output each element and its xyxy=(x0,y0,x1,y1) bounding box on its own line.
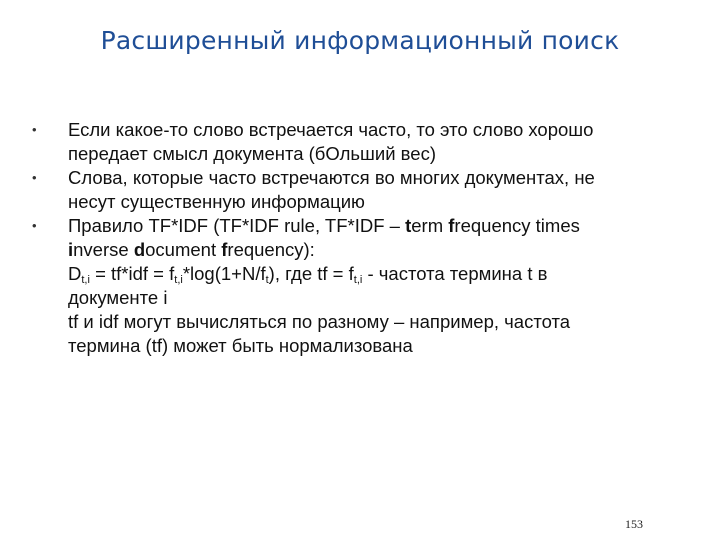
bold-letter: f xyxy=(221,239,228,260)
formula-subscript: t,i xyxy=(174,274,183,286)
text-line: термина (tf) может быть нормализована xyxy=(68,335,413,356)
text-line: tf и idf могут вычисляться по разному – например, частота xyxy=(68,311,571,332)
text-run: ocument xyxy=(145,239,222,260)
formula-run: = tf*idf = f xyxy=(89,263,175,284)
slide-title: Расширенный информационный поиск xyxy=(100,26,620,55)
text-line: Если какое-то слово встречается часто, то это слово хорошо xyxy=(68,119,594,140)
text-run: requency): xyxy=(227,239,315,260)
bullet-text xyxy=(68,166,690,214)
formula-subscript: t,i xyxy=(81,274,90,286)
bold-letter: d xyxy=(133,239,146,260)
text-run: nverse xyxy=(73,239,134,260)
bullet-text xyxy=(68,214,690,358)
text-run: Правило TF*IDF (TF*IDF rule, TF*IDF – xyxy=(68,215,406,236)
formula-run: D xyxy=(68,263,82,284)
text-line: передает смысл документа (бОльший вес) xyxy=(68,143,436,164)
bullet-marker: • xyxy=(32,218,37,233)
bullet-item xyxy=(30,118,690,166)
formula-subscript: t xyxy=(265,274,269,286)
bold-letter: i xyxy=(68,239,74,260)
text-run: requency times xyxy=(454,215,580,236)
formula-subscript: t,i xyxy=(353,274,363,286)
bullet-list xyxy=(30,118,690,358)
bullet-marker: • xyxy=(32,122,37,137)
formula-run: - частота термина t в xyxy=(362,263,548,284)
bullet-marker: • xyxy=(32,170,37,185)
formula-run: ), где tf = f xyxy=(268,263,354,284)
bullet-text xyxy=(68,118,690,166)
bullet-item xyxy=(30,166,690,214)
text-line: Слова, которые часто встречаются во многих документах, не xyxy=(68,167,595,188)
bold-letter: t xyxy=(405,215,412,236)
text-run: erm xyxy=(411,215,449,236)
text-line: документе i xyxy=(68,287,168,308)
formula-line xyxy=(68,262,690,286)
bold-letter: f xyxy=(448,215,455,236)
text-line xyxy=(68,238,690,262)
text-line xyxy=(68,214,690,238)
text-line: несут существенную информацию xyxy=(68,191,365,212)
formula-run: *log(1+N/f xyxy=(182,263,266,284)
bullet-item xyxy=(30,214,690,358)
page-number: 153 xyxy=(625,517,643,531)
